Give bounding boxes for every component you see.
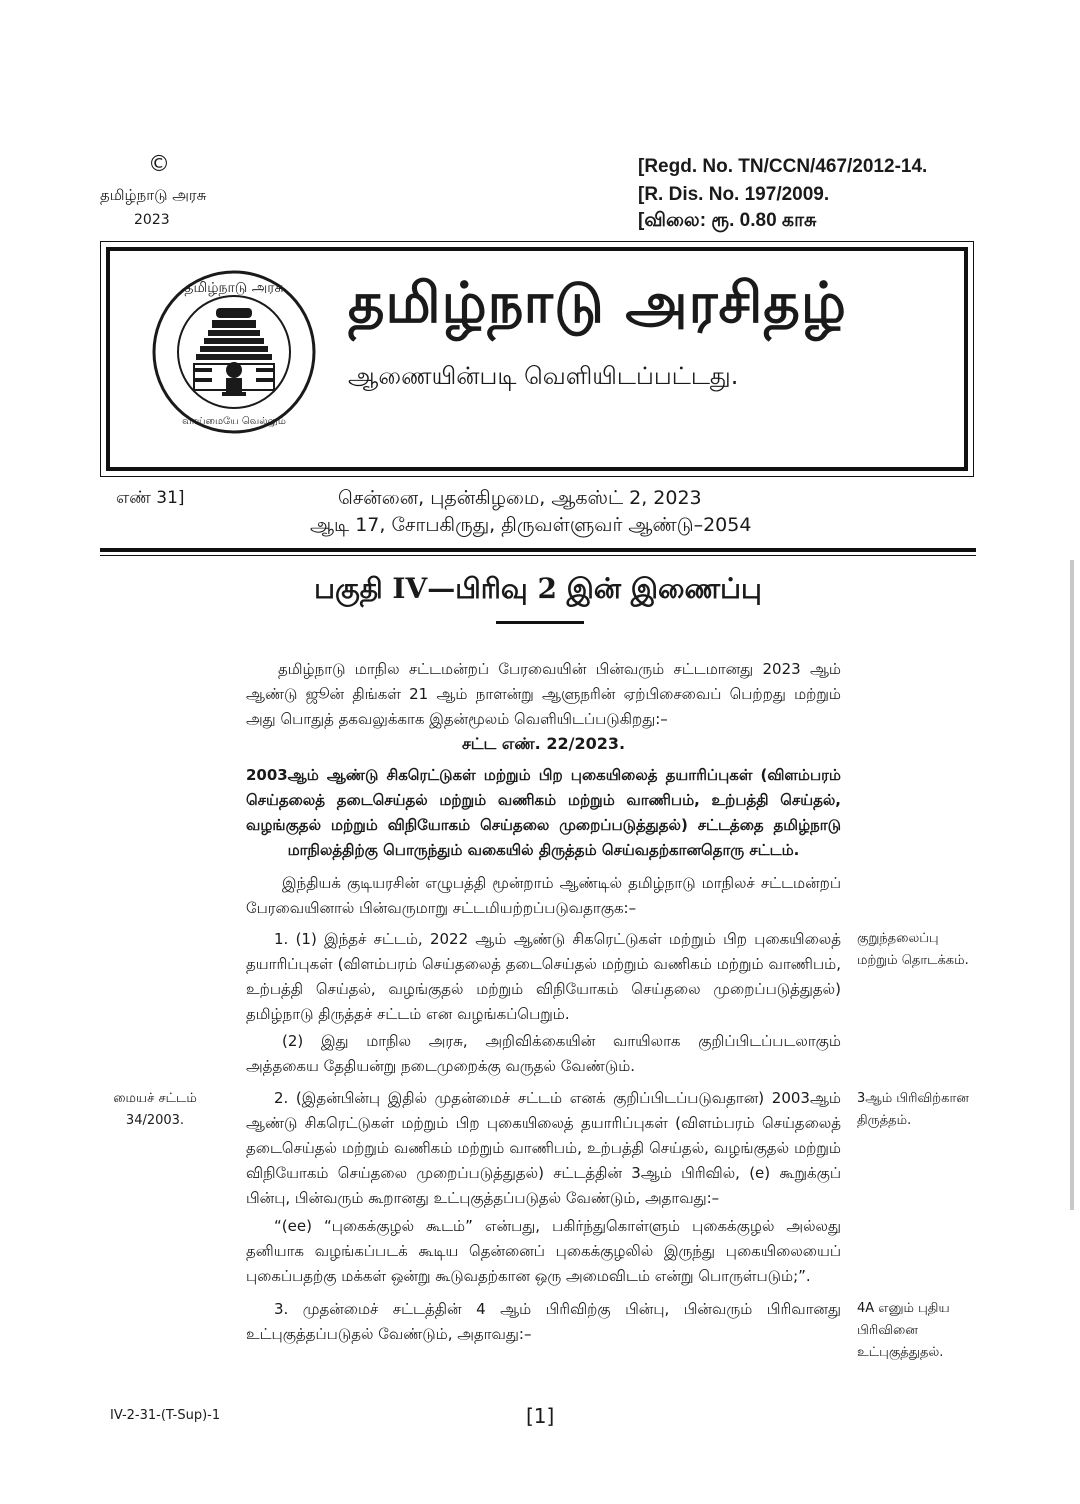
gazette-title: தமிழ்நாடு அரசிதழ் [348, 270, 847, 336]
price: [விலை: ரூ. 0.80 காசு [638, 210, 817, 231]
act-long-title: 2003ஆம் ஆண்டு சிகரெட்டுகள் மற்றும் பிற புகையிலைத் தயாரிப்புகள் (விளம்பரம் செய்தலைத் தடைசெய்தல் மற்றும் வணிகம் மற்றும் வாணிபம், உற்பத்தி செய்தல், வழங்குதல் மற்றும் விநியோகம் செய்தலை முறைப்படுத்துதல்) சட்டத்தை தமிழ்நாடு மாநிலத்திற்கு பொருந்தும் வகையில் திருத்தம் செய்வதற்கானதொரு சட்டம். [246, 766, 841, 859]
margin-note-short-title: குறுந்தலைப்பு மற்றும் தொடக்கம். [857, 931, 969, 968]
enacting-formula: இந்தியக் குடியரசின் எழுபத்தி மூன்றாம் ஆண்டில் தமிழ்நாடு மாநிலச் சட்டமன்றப் பேரவையினால் பின்வருமாறு சட்டமியற்றப்படுவதாகுக:– [246, 874, 841, 917]
part-title-underline [496, 621, 584, 624]
margin-note-central-act: மையச் சட்டம் 34/2003. [113, 1091, 197, 1128]
divider-thin [100, 555, 976, 556]
margin-note-insert-4a: 4A எனும் புதிய பிரிவினை உட்புகுத்துதல். [857, 1301, 950, 1360]
section-2: 2. (இதன்பின்பு இதில் முதன்மைச் சட்டம் எனக் குறிப்பிடப்படுவதான) 2003ஆம் ஆண்டு சிகரெட்டுகள் மற்றும் பிற புகையிலைத் தயாரிப்புகள் (விளம்பரம் செய்தலைத் தடைசெய்தல் மற்றும் வணிகம் மற்றும் வாணிபம், உற்பத்தி செய்தல், வழங்குதல் மற்றும் விநியோகம் செய்தலை முறைப்படுத்துதல்) சட்டத்தின் 3ஆம் பிரிவில், (e) கூறுக்குப் பின்பு, பின்வரும் கூறானது உட்புகுத்தப்படுதல் வேண்டும், அதாவது:– [246, 1089, 841, 1207]
margin-note-amend-section-3: 3ஆம் பிரிவிற்கான திருத்தம். [857, 1091, 969, 1128]
divider-thick [100, 548, 976, 552]
seal-top-text: தமிழ்நாடு அரசு [184, 280, 284, 296]
issue-dateline: சென்னை, புதன்கிழமை, ஆகஸ்ட் 2, 2023 [338, 487, 702, 509]
section-3: 3. முதன்மைச் சட்டத்தின் 4 ஆம் பிரிவிற்கு பின்பு, பின்வரும் பிரிவானது உட்புகுத்தப்படுதல் வேண்டும், அதாவது:– [246, 1300, 841, 1343]
part-title: பகுதி IV—பிரிவு 2 இன் இணைப்பு [314, 572, 762, 605]
state-emblem-seal [150, 268, 318, 436]
copyright-year: 2023 [134, 212, 170, 228]
issue-number: எண் 31] [116, 488, 185, 508]
regd-number: [Regd. No. TN/CCN/467/2012-14. [638, 156, 928, 177]
section-2-inserted-clause: “(ee) “புகைக்குழல் கூடம்” என்பது, பகிர்ந்துகொள்ளும் புகைக்குழல் அல்லது தனியாக வழங்கப்படக் கூடிய தென்னைப் புகைக்குழலில் இருந்து புகையிலையைப் புகைப்பதற்கு மக்கள் ஒன்று கூடுவதற்கான ஒரு அமைவிடம் என்று பொருள்படும்;”. [246, 1217, 841, 1285]
footer-code: IV-2-31-(T-Sup)-1 [110, 1408, 221, 1423]
section-1-subsection-1: 1. (1) இந்தச் சட்டம், 2022 ஆம் ஆண்டு சிகரெட்டுகள் மற்றும் பிற புகையிலைத் தயாரிப்புகள் (விளம்பரம் செய்தலைத் தடைசெய்தல் மற்றும் வணிகம் மற்றும் வாணிபம், உற்பத்தி செய்தல், வழங்குதல் மற்றும் விநியோகம் செய்தலை முறைப்படுத்துதல்) தமிழ்நாடு திருத்தச் சட்டம் என வழங்கப்பெறும். [246, 930, 841, 1023]
section-1-subsection-2: (2) இது மாநில அரசு, அறிவிக்கையின் வாயிலாக குறிப்பிடப்படலாகும் அத்தகைய தேதியன்று நடைமுறைக்கு வருதல் வேண்டும். [246, 1032, 841, 1075]
act-number: சட்ட எண். 22/2023. [461, 734, 626, 753]
issue-tamil-date: ஆடி 17, சோபகிருது, திருவள்ளுவர் ஆண்டு–2054 [310, 514, 752, 536]
r-dis-number: [R. Dis. No. 197/2009. [638, 184, 830, 205]
copyright-owner: தமிழ்நாடு அரசு [100, 186, 207, 204]
seal-motto: வாய்மையே வெல்லும் [182, 416, 286, 427]
gazette-subtitle: ஆணையின்படி வெளியிடப்பட்டது. [348, 362, 739, 390]
intro-paragraph: தமிழ்நாடு மாநில சட்டமன்றப் பேரவையின் பின்வரும் சட்டமானது 2023 ஆம் ஆண்டு ஜூன் திங்கள் 21 ஆம் நாளன்று ஆளுநரின் ஏற்பிசைவைப் பெற்றது மற்றும் அது பொதுத் தகவலுக்காக இதன்மூலம் வெளியிடப்படுகிறது:– [246, 660, 841, 728]
scan-edge-shadow [1070, 560, 1074, 1210]
page-number: [1] [526, 1404, 555, 1428]
copyright-symbol: © [148, 152, 170, 177]
